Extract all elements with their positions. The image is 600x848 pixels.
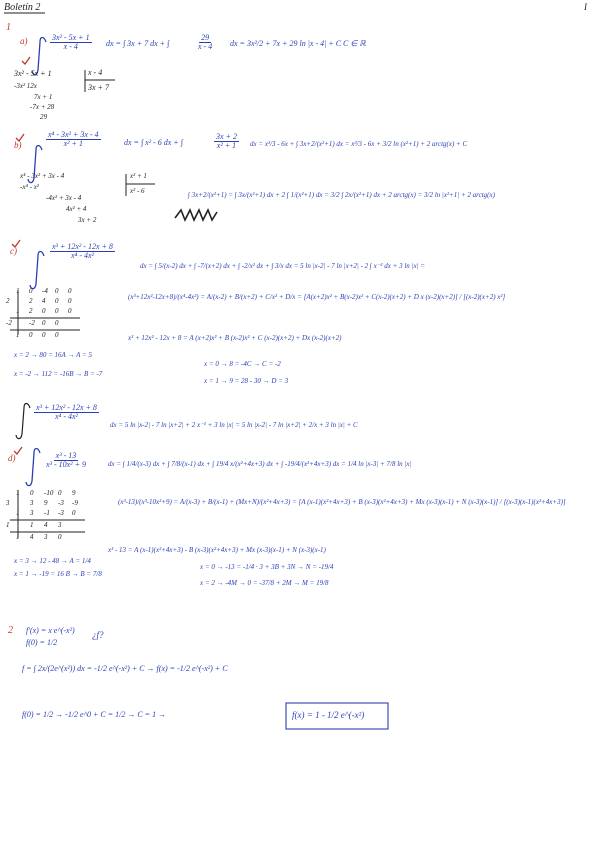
ex1d-integrand: $\frac{\text{x³ - 13}}{\text{x³ - 10x² + 9}}$: [46, 451, 86, 469]
ex1a-result: dx = 3x²/2 + 7x + 29 ln |x - 4| + C C ∈ ℝ: [230, 39, 366, 48]
ruffini-row: -2 -2 0 0: [6, 319, 59, 327]
ex1b-side-calc: ∫ 3x+2/(x²+1) = ∫ 3x/(x²+1) dx + 2 ∫ 1/(x²+1) dx = 3/2 ∫ 2x/(x²+1) dx + 2 arctg(x) = 3/2 ln |x²+1| + 2 arctg(x): [188, 191, 495, 199]
ex1c-step: dx = ∫ 5/(x-2) dx + ∫ -7/(x+2) dx + ∫ -2/x² dx + ∫ 3/x dx = 5 ln |x-2| - 7 ln |x+2| - 2 ∫ x⁻² dx + 3 ln |x| =: [140, 262, 425, 270]
ex1a-step: dx = ∫ 3x + 7 dx + ∫: [106, 39, 170, 48]
ruffini-row: 1 3 -1 -3 0: [16, 509, 76, 517]
ex1b-div-row: -x⁴ - x²: [20, 183, 39, 191]
integral-sign-1d: [26, 449, 40, 486]
exercise-1-number: 1: [6, 22, 11, 33]
ruffini-row: 3 3 9 -3 -9: [6, 499, 78, 507]
ex1d-step: dx = ∫ 1/4/(x-3) dx + ∫ 7/8/(x-1) dx + ∫ 19/4 x/(x²+4x+3) dx + ∫ -19/4/(x²+4x+3) dx = 1/4 ln |x-3| + 7/8 ln |x|: [108, 460, 412, 468]
page-mark: I: [584, 2, 587, 12]
ex1b-div-row: x⁴ - 3x² + 3x - 4: [20, 172, 65, 180]
integral-sign-1c: [30, 252, 44, 289]
ruffini-row: 1 2 0 0 0: [16, 307, 72, 315]
ruffini-row: 1 4 3 0: [16, 533, 62, 541]
ex1a-div-divisor: x - 4: [88, 68, 103, 77]
ex1a-div-row: -3x² 12x: [14, 82, 37, 90]
ex1c-final: dx = 5 ln |x-2| - 7 ln |x+2| + 2 x⁻¹ + 3 ln |x| = 5 ln |x-2| - 7 ln |x+2| + 2/x + 3 ln |x| + C: [110, 421, 358, 429]
ex1b-div-row: -4x² + 3x - 4: [46, 194, 82, 202]
ex1d-label: d): [8, 453, 16, 463]
ex1d-identity: x³ - 13 = A (x-1)(x²+4x+3) - B (x-3)(x²+4x+3) + Mx (x-3)(x-1) + N (x-3)(x-1): [108, 546, 326, 554]
ruffini-row: 2 2 4 0 0: [6, 297, 72, 305]
ex1a-div-dividend: 3x² - 5x + 1: [14, 69, 52, 78]
ex1c-integrand: $\frac{\text{x³ + 12x² - 12x + 8}}{\text{x⁴ - 4x²}}$: [52, 242, 113, 260]
ex1c-final-integrand: $\frac{\text{x³ + 12x² - 12x + 8}}{\text{x⁴ - 4x²}}$: [36, 403, 97, 421]
ex1b-result: dx = x³/3 - 6x + ∫ 3x+2/(x²+1) dx = x³/3 - 6x + 3/2 ln (x²+1) + 2 arctg(x) + C: [250, 140, 468, 148]
ex1b-div-row: 4x² + 4: [66, 205, 87, 213]
ex1a-frac2: $\frac{29}{x - 4}$: [198, 33, 213, 51]
integral-sign-1c-final: [16, 404, 30, 439]
ex1c-sub: x = 0 → 8 = -4C → C = -2: [204, 360, 281, 368]
ex1a-label: a): [20, 36, 28, 46]
ex1c-sub: x = 1 → 9 = 28 - 30 → D = 3: [204, 377, 289, 385]
ex2-given-initial: f(0) = 1/2: [26, 638, 58, 647]
ex1a-integrand: $\frac{\text{3x² - 5x + 1}}{x - 4}$: [52, 33, 90, 51]
ex1c-identity: x³ + 12x² - 12x + 8 = A (x+2)x² + B (x-2)x² + C (x-2)(x+2) + Dx (x-2)(x+2): [128, 334, 342, 342]
ruffini-row: 1 0 -4 0 0: [16, 287, 72, 295]
page-title: Boletín 2: [4, 2, 41, 13]
ex1d-sub: x = 3 → 12 - 48 → A = 1/4: [14, 557, 91, 565]
ex1c-sub: x = -2 → 112 = -16B → B = -7: [14, 370, 103, 378]
scribble-mark: [175, 210, 217, 220]
ex1b-label: b): [14, 140, 22, 150]
ex2-step2: f(0) = 1/2 → -1/2 e^0 + C = 1/2 → C = 1 →: [22, 710, 167, 719]
ex2-question: ¿f?: [92, 630, 104, 640]
ex1a-div-row: -7x + 28: [30, 103, 55, 111]
ex1a-div-row: 7x + 1: [34, 93, 53, 101]
ex2-step1: f = ∫ 2x/(2e^(x²)) dx = -1/2 e^(-x²) + C → f(x) = -1/2 e^(-x²) + C: [22, 664, 228, 673]
ex1b-frac2: $\frac{3x + 2}{\text{x² + 1}}$: [216, 132, 237, 150]
ex1d-sub: x = 0 → -13 = -1/4 · 3 + 3B + 3N → N = -19/4: [200, 563, 334, 571]
ruffini-row: 1 0 0 0: [16, 331, 59, 339]
ex1b-integrand: $\frac{\text{x⁴ - 3x² + 3x - 4}}{\text{x² + 1}}$: [48, 130, 99, 148]
ex1c-label: c): [10, 246, 17, 256]
ex1b-step: dx = ∫ x² - 6 dx + ∫: [124, 138, 183, 147]
ex1a-div-row: 29: [40, 113, 47, 121]
ruffini-row: 1 1 4 3: [6, 521, 62, 529]
ex1c-sub: x = 2 → 80 = 16A → A = 5: [14, 351, 92, 359]
ex1d-sub: x = 1 → -19 = 16 B → B = 7/8: [14, 570, 102, 578]
ex1d-sub: x = 2 → -4M → 0 = -37/8 + 2M → M = 19/8: [200, 579, 329, 587]
ex1b-div-quotient: x² - 6: [130, 187, 145, 195]
exercise-2-number: 2: [8, 625, 13, 636]
ex2-answer: f(x) = 1 - 1/2 e^(-x²): [292, 710, 365, 720]
ex1d-decomposition: (x³-13)/(x³-10x²+9) = A/(x-3) + B/(x-1) + (Mx+N)/(x²+4x+3) = [A (x-1)(x²+4x+3) + B (x-3)(x²+4x+3) + Mx (x-3)(x-1) + N (x-3)(x-1)] / [(x-3)(x-1)(x²+4x+3)]: [118, 498, 566, 506]
ex1b-div-divisor: x² + 1: [130, 172, 147, 180]
ex1b-div-row: 3x + 2: [78, 216, 97, 224]
ruffini-row: 1 0 -10 0 9: [16, 489, 76, 497]
ex1a-div-quotient: 3x + 7: [88, 83, 109, 92]
ex1c-decomposition: (x³+12x²-12x+8)/(x⁴-4x²) = A/(x-2) + B/(x+2) + C/x² + D/x = [A(x+2)x² + B(x-2)x² + C(x-2)(x+2) + D x (x-2)(x+2)] / [(x-2)(x+2) x²]: [128, 293, 506, 301]
ex2-given-derivative: f'(x) = x e^(-x²): [26, 626, 75, 635]
